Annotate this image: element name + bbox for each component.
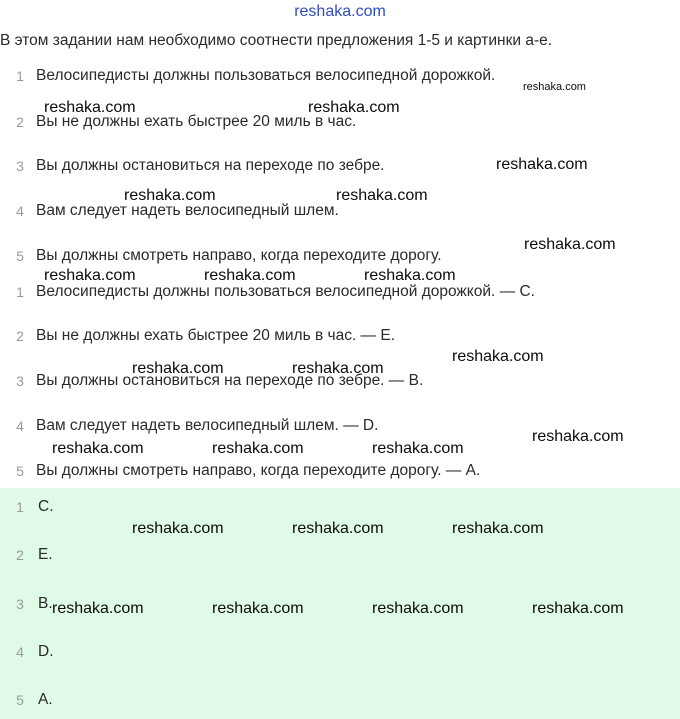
watermark: reshaka.com — [336, 187, 428, 204]
watermark: reshaka.com — [132, 360, 224, 377]
item-number: 3 — [16, 596, 24, 612]
watermark: reshaka.com — [308, 99, 400, 116]
item-number: 2 — [16, 328, 24, 344]
item-text: Вы должны остановиться на переходе по зебре. — B. — [36, 372, 424, 389]
watermark: reshaka.com — [292, 360, 384, 377]
item-number: 5 — [16, 692, 24, 708]
item-text: Велосипедисты должны пользоваться велосипедной дорожкой. — C. — [36, 283, 535, 300]
answer-item — [0, 495, 680, 519]
sentence-item — [0, 199, 680, 223]
item-text: B. — [38, 595, 53, 612]
item-text: Вы не должны ехать быстрее 20 миль в час. — [36, 113, 357, 130]
watermark: reshaka.com — [452, 520, 544, 537]
sentence-item — [0, 110, 680, 134]
sentence-item — [0, 244, 680, 268]
watermark: reshaka.com — [524, 236, 616, 253]
item-number: 2 — [16, 114, 24, 130]
watermark: reshaka.com — [52, 440, 144, 457]
watermark: reshaka.com — [532, 428, 624, 445]
item-text: Вам следует надеть велосипедный шлем. — D. — [36, 417, 379, 434]
item-text: C. — [38, 498, 54, 515]
answer-item — [0, 688, 680, 712]
item-number: 2 — [16, 547, 24, 563]
watermark: reshaka.com — [212, 600, 304, 617]
item-number: 5 — [16, 248, 24, 264]
item-number: 3 — [16, 158, 24, 174]
matched-item — [0, 414, 680, 438]
watermark: reshaka.com — [204, 267, 296, 284]
sentence-item — [0, 154, 680, 178]
watermark: reshaka.com — [364, 267, 456, 284]
matched-item — [0, 369, 680, 393]
watermark: reshaka.com — [44, 99, 136, 116]
watermark: reshaka.com — [523, 81, 586, 93]
item-number: 3 — [16, 373, 24, 389]
sentence-item — [0, 64, 680, 88]
item-text: Вы должны остановиться на переходе по зебре. — [36, 157, 385, 174]
item-number: 4 — [16, 644, 24, 660]
watermark: reshaka.com — [212, 440, 304, 457]
watermark: reshaka.com — [452, 348, 544, 365]
watermark: reshaka.com — [292, 520, 384, 537]
watermark: reshaka.com — [372, 600, 464, 617]
answer-item — [0, 640, 680, 664]
item-text: E. — [38, 546, 53, 563]
matched-item — [0, 280, 680, 304]
answer-item — [0, 592, 680, 616]
item-number: 1 — [16, 499, 24, 515]
watermark: reshaka.com — [372, 440, 464, 457]
item-text: A. — [38, 691, 53, 708]
item-text: Вы должны смотреть направо, когда переходите дорогу. — A. — [36, 462, 481, 479]
watermark: reshaka.com — [44, 267, 136, 284]
watermark: reshaka.com — [132, 520, 224, 537]
item-number: 4 — [16, 418, 24, 434]
answer-block — [0, 488, 680, 719]
watermark: reshaka.com — [496, 156, 588, 173]
answer-item — [0, 543, 680, 567]
item-number: 1 — [16, 284, 24, 300]
item-number: 1 — [16, 68, 24, 84]
matched-item — [0, 324, 680, 348]
item-text: Вам следует надеть велосипедный шлем. — [36, 202, 339, 219]
watermark: reshaka.com — [124, 187, 216, 204]
watermark: reshaka.com — [532, 600, 624, 617]
item-text: Велосипедисты должны пользоваться велосипедной дорожкой. — [36, 67, 496, 84]
item-text: Вы не должны ехать быстрее 20 миль в час. — E. — [36, 327, 396, 344]
matched-item — [0, 459, 680, 483]
item-text: Вы должны смотреть направо, когда переходите дорогу. — [36, 247, 442, 264]
watermark: reshaka.com — [52, 600, 144, 617]
item-number: 5 — [16, 463, 24, 479]
site-header-link[interactable]: reshaka.com — [294, 3, 386, 20]
task-intro: В этом задании нам необходимо соотнести предложения 1-5 и картинки a-e. — [0, 32, 553, 49]
item-text: D. — [38, 643, 54, 660]
item-number: 4 — [16, 203, 24, 219]
